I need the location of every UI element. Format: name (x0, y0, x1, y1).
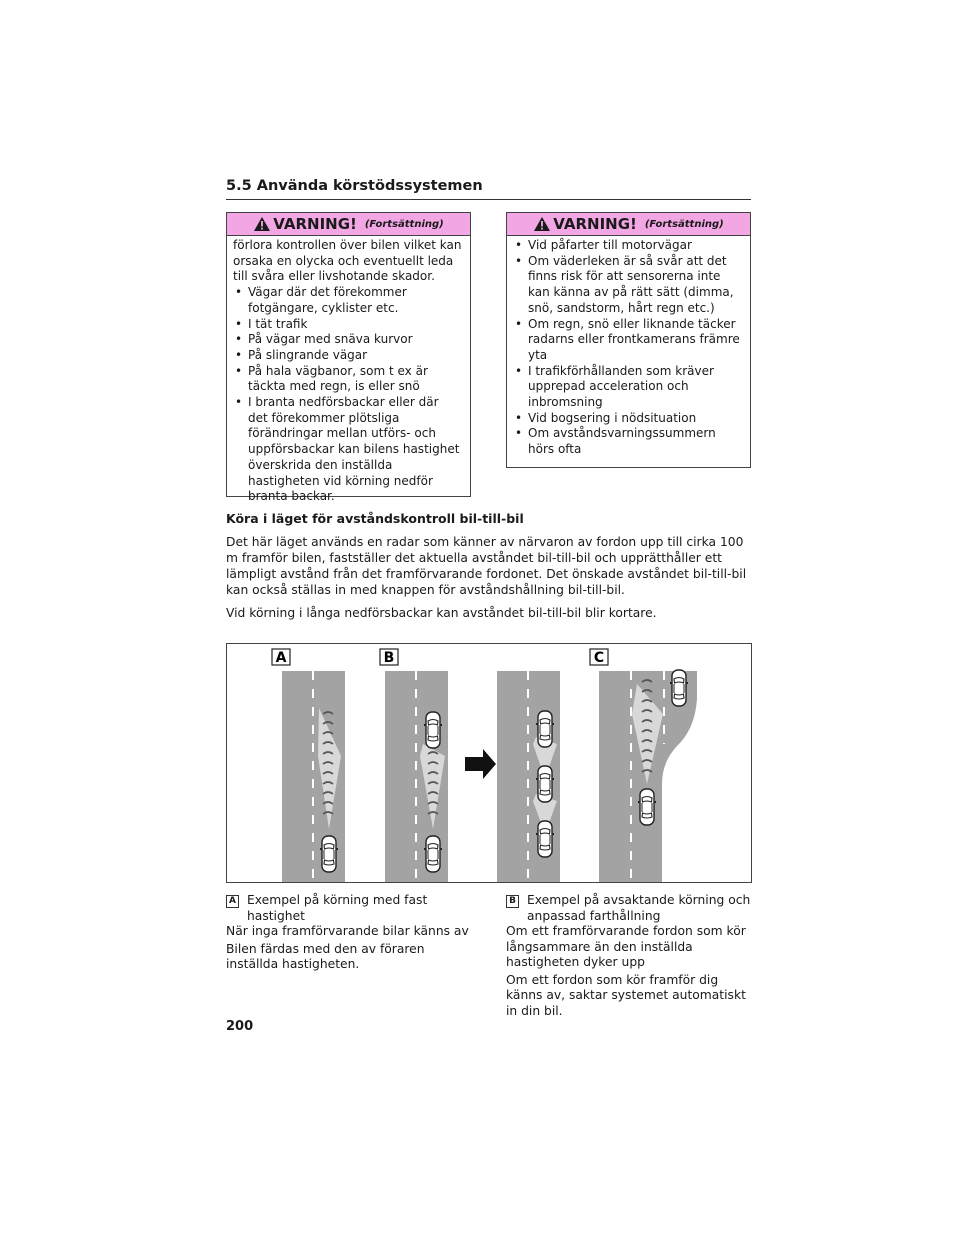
illustration-svg (227, 644, 751, 882)
car-icon (424, 836, 442, 872)
car-icon (536, 711, 554, 747)
car-icon (670, 670, 688, 706)
warning-item: • Om väderleken är så svår att det finns risk för att sensorerna inte kan känna av på rätt sätt (dimma, snö, sandstorm, hårt regn etc.) (513, 254, 742, 317)
warning-item: • På vägar med snäva kurvor (233, 332, 462, 348)
warning-item: • Om regn, snö eller liknande täcker radarns eller frontkamerans främre yta (513, 317, 742, 364)
caption-line: Om ett fordon som kör framför dig känns av, saktar systemet automatiskt in din bil. (506, 972, 746, 1018)
caption-line: När inga framförvarande bilar känns av (226, 924, 469, 938)
warning-continued: (Fortsättning) (364, 218, 444, 230)
warning-header (227, 213, 470, 236)
warning-item: • På hala vägbanor, som t ex är täckta med regn, is eller snö (233, 364, 462, 395)
caption-a (226, 893, 469, 975)
warning-box-right (506, 212, 751, 468)
car-icon (320, 836, 338, 872)
caption-line: Om ett framförvarande fordon som kör långsammare än den inställda hastigheten dyker upp (506, 924, 746, 969)
warning-body (227, 236, 470, 511)
warning-item: • I branta nedförsbackar eller där det förekommer plötsliga förändringar mellan utförs- och uppförsbackar kan bilens hastighet överskrida den inställda hastigheten vid körning nedför branta backar. (233, 395, 462, 505)
warning-item: • Vid påfarter till motorvägar (513, 238, 742, 254)
warning-item: • Om avståndsvarningssummern hörs ofta (513, 426, 742, 457)
warning-continued: (Fortsättning) (644, 218, 724, 230)
warning-item: • Vägar där det förekommer fotgängare, cyklister etc. (233, 285, 462, 316)
caption-title-text: Exempel på körning med fast hastighet (247, 893, 428, 923)
caption-title (226, 893, 469, 924)
warning-triangle-icon (533, 216, 551, 232)
car-icon (424, 712, 442, 748)
warning-item: • I tät trafik (233, 317, 462, 333)
page-number: 200 (226, 1019, 254, 1034)
paragraph: Det här läget används en radar som känner av närvaron av fordon upp till cirka 100 m framför bilen, fastställer det aktuella avståndet bil-till-bil och upprätthåller ett lämpligt avstånd från det framförvarande fordonet. Det önskade avståndet bil-till-bil kan också ställas in med knappen för avståndshållning bil-till-bil. (226, 535, 747, 597)
caption-title-text: Exempel på avsaktande körning och anpassad farthållning (527, 893, 751, 923)
caption-line: Bilen färdas med den av föraren inställda hastigheten. (226, 941, 425, 971)
warning-header (507, 213, 750, 236)
warning-triangle-icon (253, 216, 271, 232)
warning-title: VARNING! (553, 215, 637, 233)
warning-body (507, 236, 750, 464)
arrow-right-icon (465, 749, 496, 779)
warning-item: • På slingrande vägar (233, 348, 462, 364)
label-box: A (226, 895, 239, 908)
figure-label: A (275, 650, 287, 666)
warning-list (513, 238, 742, 458)
label-box: B (506, 895, 519, 908)
figure-label: C (593, 650, 605, 666)
warning-box-left (226, 212, 471, 504)
section-rule (226, 199, 751, 200)
warning-text: förlora kontrollen över bilen vilket kan orsaka en olycka och eventuellt leda till svåra eller livshotande skador. (233, 238, 462, 284)
car-icon (536, 766, 554, 802)
warning-item: • Vid bogsering i nödsituation (513, 411, 742, 427)
subheading: Köra i läget för avståndskontroll bil-till-bil (226, 511, 524, 526)
car-icon (536, 821, 554, 857)
warning-list (233, 285, 462, 505)
car-icon (638, 789, 656, 825)
illustration-figure (226, 643, 752, 883)
warning-title: VARNING! (273, 215, 357, 233)
caption-title (506, 893, 751, 924)
caption-b (506, 893, 751, 1021)
warning-item: • I trafikförhållanden som kräver upprepad acceleration och inbromsning (513, 364, 742, 411)
paragraph: Vid körning i långa nedförsbackar kan avståndet bil-till-bil blir kortare. (226, 606, 657, 620)
figure-label: B (383, 650, 395, 666)
section-header: 5.5 Använda körstödssystemen (226, 178, 483, 194)
